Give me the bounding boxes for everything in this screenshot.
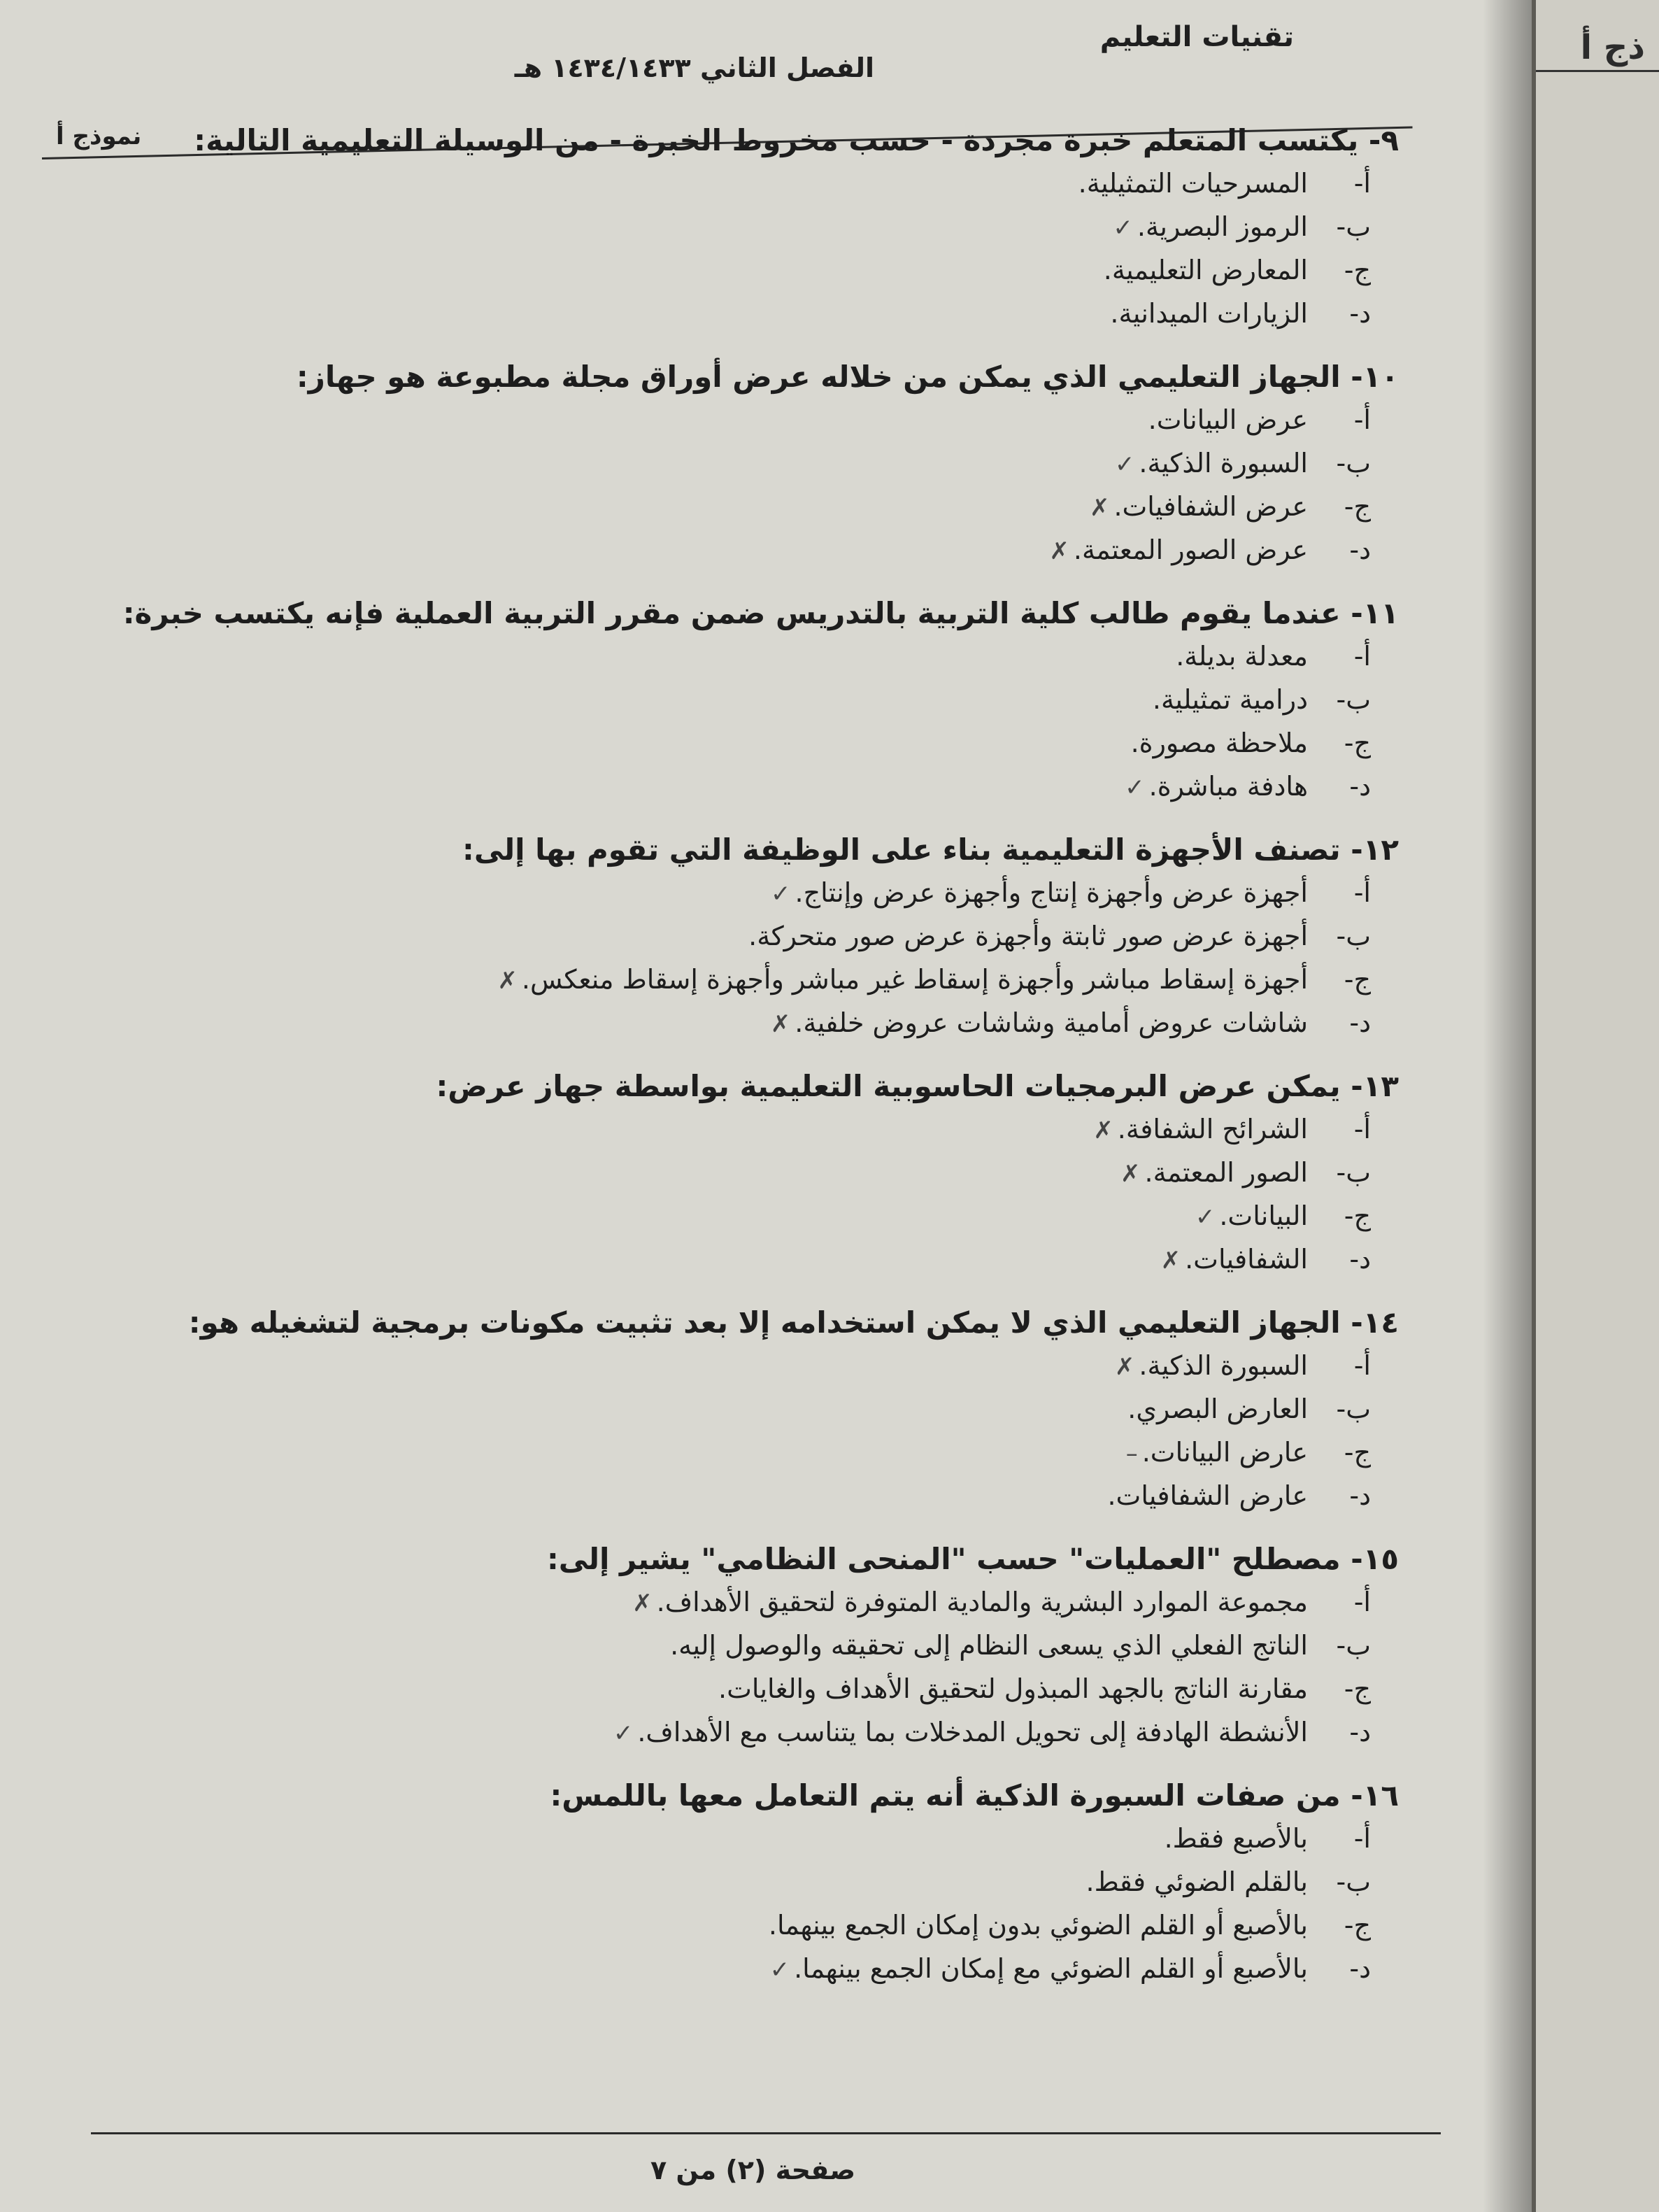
option-letter: ج- (1344, 1673, 1371, 1704)
option-letter: د- (1349, 1244, 1371, 1275)
question-text: ٩- يكتسب المتعلم خبرة مجردة - حسب مخروط الخبرة - من الوسيلة التعليمية التالية: (194, 123, 1399, 157)
option-text: هادفة مباشرة. (1148, 771, 1308, 802)
question (70, 1538, 1399, 1754)
option-text: مجموعة الموارد البشرية والمادية المتوفرة لتحقيق الأهداف. (656, 1587, 1308, 1617)
grading-mark: ✓ (769, 1956, 790, 1984)
questions-list (70, 119, 1399, 2011)
option-text: عارض البيانات. (1141, 1437, 1308, 1468)
answer-option (70, 1711, 1399, 1754)
option-letter: د- (1349, 1480, 1371, 1511)
option-text: الرموز البصرية. (1137, 211, 1308, 242)
option-text: السبورة الذكية. (1139, 1350, 1308, 1381)
answer-option (70, 442, 1399, 485)
grading-mark: ✗ (770, 1010, 791, 1038)
question (70, 592, 1399, 809)
option-letter: ب- (1336, 448, 1371, 478)
adjacent-page-divider (1536, 70, 1659, 72)
answer-option (70, 635, 1399, 679)
footer-divider (91, 2132, 1441, 2134)
grading-mark: ✗ (1120, 1160, 1141, 1188)
grading-mark: ✗ (1114, 1353, 1135, 1381)
option-letter: ج- (1344, 255, 1371, 285)
option-text: مقارنة الناتج بالجهد المبذول لتحقيق الأهداف والغايات. (718, 1673, 1308, 1704)
option-text: ملاحظة مصورة. (1130, 728, 1308, 758)
option-letter: ج- (1344, 491, 1371, 522)
answer-option (70, 722, 1399, 765)
option-letter: أ- (1353, 1823, 1371, 1854)
option-text: المسرحيات التمثيلية. (1078, 168, 1308, 199)
option-text: عرض البيانات. (1148, 404, 1308, 435)
option-letter: ج- (1344, 1910, 1371, 1941)
option-letter: ب- (1336, 211, 1371, 242)
option-letter: د- (1349, 298, 1371, 329)
option-letter: ب- (1336, 1157, 1371, 1188)
option-letter: أ- (1353, 641, 1371, 672)
option-letter: ج- (1344, 964, 1371, 995)
option-letter: ب- (1336, 921, 1371, 951)
grading-mark: ✓ (1195, 1203, 1216, 1231)
adjacent-page-header: ذج أ (1580, 28, 1645, 67)
answer-option (70, 1238, 1399, 1282)
page-number: صفحة (٢) من ٧ (650, 2155, 856, 2185)
option-letter: د- (1349, 1953, 1371, 1984)
option-text: العارض البصري. (1127, 1394, 1308, 1424)
answer-option (70, 1904, 1399, 1948)
question (70, 828, 1399, 1045)
answer-option (70, 1581, 1399, 1624)
grading-mark: ✗ (1089, 494, 1110, 522)
option-text: أجهزة عرض وأجهزة إنتاج وأجهزة عرض وإنتاج. (795, 877, 1308, 908)
grading-mark: ✓ (1114, 451, 1135, 478)
question-text: ١١- عندما يقوم طالب كلية التربية بالتدريس ضمن مقرر التربية العملية فإنه يكتسب خبرة: (122, 596, 1399, 630)
option-text: بالأصبع فقط. (1164, 1823, 1308, 1854)
grading-mark: ✗ (1093, 1116, 1113, 1144)
option-letter: أ- (1353, 1587, 1371, 1617)
answer-option (70, 1151, 1399, 1195)
question (70, 119, 1399, 336)
option-letter: د- (1349, 1007, 1371, 1038)
option-letter: ب- (1336, 1866, 1371, 1897)
answer-option (70, 915, 1399, 958)
option-text: الزيارات الميدانية. (1110, 298, 1308, 329)
question (70, 1774, 1399, 1991)
answer-option (70, 249, 1399, 292)
option-text: الناتج الفعلي الذي يسعى النظام إلى تحقيقه والوصول إليه. (670, 1630, 1308, 1661)
answer-option (70, 1195, 1399, 1238)
grading-mark: ✓ (1113, 214, 1133, 242)
grading-mark: ✓ (613, 1720, 634, 1747)
option-letter: د- (1349, 534, 1371, 565)
answer-option (70, 958, 1399, 1002)
option-text: بالقلم الضوئي فقط. (1085, 1866, 1308, 1897)
question (70, 1065, 1399, 1282)
grading-mark: ✓ (770, 880, 791, 908)
grading-mark: ✓ (1125, 774, 1145, 802)
question-text: ١٤- الجهاز التعليمي الذي لا يمكن استخدامه إلا بعد تثبيت مكونات برمجية لتشغيله هو: (188, 1305, 1399, 1340)
grading-mark: ✗ (1049, 537, 1069, 565)
option-letter: ج- (1344, 1200, 1371, 1231)
option-letter: ب- (1336, 684, 1371, 715)
answer-option (70, 1475, 1399, 1518)
semester-label: الفصل الثاني ١٤٣٤/١٤٣٣ هـ (514, 52, 874, 83)
answer-option (70, 1002, 1399, 1045)
option-letter: أ- (1353, 877, 1371, 908)
option-letter: أ- (1353, 404, 1371, 435)
option-letter: أ- (1353, 168, 1371, 199)
option-text: درامية تمثيلية. (1152, 684, 1308, 715)
exam-model-label: نموذج أ (56, 122, 142, 150)
answer-option (70, 529, 1399, 572)
option-letter: ج- (1344, 1437, 1371, 1468)
answer-option (70, 399, 1399, 442)
answer-option (70, 292, 1399, 336)
option-letter: أ- (1353, 1114, 1371, 1144)
option-text: البيانات. (1219, 1200, 1308, 1231)
answer-option (70, 1948, 1399, 1991)
answer-option (70, 485, 1399, 529)
grading-mark: – (1125, 1440, 1138, 1468)
option-letter: ب- (1336, 1394, 1371, 1424)
question-text: ١٢- تصنف الأجهزة التعليمية بناء على الوظيفة التي تقوم بها إلى: (462, 832, 1399, 867)
option-text: المعارض التعليمية. (1103, 255, 1308, 285)
answer-option (70, 872, 1399, 915)
question (70, 355, 1399, 572)
question-text: ١٣- يمكن عرض البرمجيات الحاسوبية التعليمية بواسطة جهاز عرض: (436, 1069, 1399, 1103)
answer-option (70, 1431, 1399, 1475)
question-text: ١٦- من صفات السبورة الذكية أنه يتم التعامل معها باللمس: (550, 1778, 1399, 1813)
option-letter: أ- (1353, 1350, 1371, 1381)
option-text: عرض الصور المعتمة. (1073, 534, 1308, 565)
answer-option (70, 765, 1399, 809)
answer-option (70, 679, 1399, 722)
option-text: بالأصبع أو القلم الضوئي مع إمكان الجمع بينهما. (794, 1953, 1308, 1984)
question-text: ١٠- الجهاز التعليمي الذي يمكن من خلاله عرض أوراق مجلة مطبوعة هو جهاز: (296, 360, 1399, 394)
adjacent-page (1532, 0, 1659, 2212)
option-text: شاشات عروض أمامية وشاشات عروض خلفية. (795, 1007, 1308, 1038)
grading-mark: ✗ (497, 967, 518, 995)
option-text: الأنشطة الهادفة إلى تحويل المدخلات بما يتناسب مع الأهداف. (637, 1717, 1308, 1747)
question-text: ١٥- مصطلح "العمليات" حسب "المنحى النظامي" يشير إلى: (546, 1542, 1399, 1576)
option-text: عارض الشفافيات. (1107, 1480, 1308, 1511)
answer-option (70, 1861, 1399, 1904)
answer-option (70, 1668, 1399, 1711)
answer-option (70, 206, 1399, 249)
option-text: الشفافيات. (1185, 1244, 1308, 1275)
answer-option (70, 1624, 1399, 1668)
answer-option (70, 162, 1399, 206)
question (70, 1301, 1399, 1518)
answer-option (70, 1388, 1399, 1431)
option-letter: ج- (1344, 728, 1371, 758)
course-title: تقنيات التعليم (1099, 21, 1294, 53)
option-letter: د- (1349, 1717, 1371, 1747)
option-text: الصور المعتمة. (1144, 1157, 1308, 1188)
option-text: عرض الشفافيات. (1113, 491, 1308, 522)
option-letter: ب- (1336, 1630, 1371, 1661)
answer-option (70, 1817, 1399, 1861)
option-letter: د- (1349, 771, 1371, 802)
grading-mark: ✗ (1160, 1247, 1181, 1275)
grading-mark: ✗ (632, 1589, 653, 1617)
answer-option (70, 1345, 1399, 1388)
option-text: أجهزة عرض صور ثابتة وأجهزة عرض صور متحركة. (748, 921, 1308, 951)
option-text: معدلة بديلة. (1176, 641, 1308, 672)
option-text: السبورة الذكية. (1139, 448, 1308, 478)
answer-option (70, 1108, 1399, 1151)
option-text: بالأصبع أو القلم الضوئي بدون إمكان الجمع بينهما. (768, 1910, 1308, 1941)
option-text: الشرائح الشفافة. (1117, 1114, 1308, 1144)
option-text: أجهزة إسقاط مباشر وأجهزة إسقاط غير مباشر وأجهزة إسقاط منعكس. (521, 964, 1308, 995)
